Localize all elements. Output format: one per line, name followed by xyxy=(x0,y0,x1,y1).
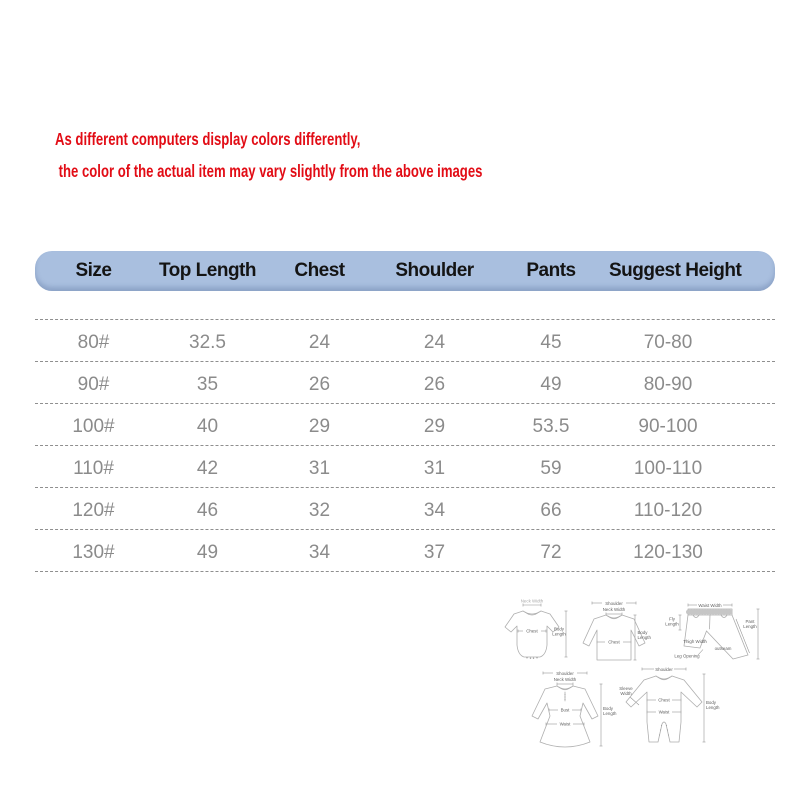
table-row xyxy=(35,445,775,487)
shorts-diagram xyxy=(658,598,763,668)
table-cell: 80# xyxy=(77,332,110,353)
table-cell: 49 xyxy=(196,542,219,563)
table-cell: 42 xyxy=(196,458,219,479)
column-header-top-length: Top Length xyxy=(158,260,256,281)
table-cell: 66 xyxy=(540,500,562,521)
size-table-body xyxy=(35,319,775,572)
table-cell: 32.5 xyxy=(189,332,226,353)
table-cell: 90# xyxy=(77,374,110,395)
column-header-shoulder: Shoulder xyxy=(395,260,474,281)
table-cell: 59 xyxy=(540,458,562,479)
table-cell: 100-110 xyxy=(633,458,703,479)
table-cell: 35 xyxy=(196,374,219,395)
table-cell: 34 xyxy=(423,500,446,521)
bodysuit-diagram xyxy=(492,597,572,667)
table-cell: 26 xyxy=(423,374,446,395)
table-cell: 90-100 xyxy=(638,416,698,437)
table-cell: 37 xyxy=(423,542,446,563)
romper-shoulder-label: Shoulder xyxy=(655,666,673,672)
shorts-outline xyxy=(684,609,748,659)
table-cell: 29 xyxy=(423,416,446,437)
disclaimer-line-2: the color of the actual item may vary slightly from the above images xyxy=(55,161,483,181)
dress-shoulder-label: Shoulder xyxy=(556,670,574,676)
shirt-diagram xyxy=(578,598,660,668)
size-table xyxy=(35,251,775,572)
table-cell: 31 xyxy=(308,458,331,479)
column-header-pants: Pants xyxy=(526,260,576,281)
bodysuit-outline xyxy=(505,611,559,657)
column-header-suggest-height: Suggest Height xyxy=(609,260,742,281)
bodysuit-body-length-label: Body Length xyxy=(552,626,566,637)
column-header-chest: Chest xyxy=(294,260,345,281)
table-row xyxy=(35,529,775,571)
table-cell: 120# xyxy=(72,500,115,521)
shorts-thigh-width-label: Thigh Width xyxy=(683,638,707,644)
table-cell: 53.5 xyxy=(532,416,570,437)
shorts-fly-length-label: Fly Length xyxy=(665,616,679,627)
shirt-neck-width-label: Neck Width xyxy=(602,607,626,612)
column-header-size: Size xyxy=(75,260,112,281)
romper-chest-label: Chest xyxy=(658,697,670,703)
shorts-waist-width-label: Waist Width xyxy=(698,602,722,608)
table-cell: 31 xyxy=(423,458,446,479)
dress-body-length-label: Body Length xyxy=(603,706,617,716)
table-row xyxy=(35,403,775,445)
table-cell: 110# xyxy=(73,458,114,479)
table-cell: 24 xyxy=(308,332,331,353)
table-cell: 24 xyxy=(423,332,446,353)
dress-bust-label: Bust xyxy=(560,707,570,713)
table-cell: 120-130 xyxy=(633,542,703,563)
table-cell: 72 xyxy=(540,542,562,563)
table-cell: 49 xyxy=(540,374,562,395)
shorts-leg-opening-label: Leg Opening xyxy=(674,653,700,659)
table-cell: 110-120 xyxy=(633,500,703,521)
dress-neck-width-label: Neck Width xyxy=(553,677,577,682)
shirt-chest-label: Chest xyxy=(608,639,620,645)
table-cell: 80-90 xyxy=(643,374,693,395)
bodysuit-neck-width-label: Neck Width xyxy=(520,598,544,604)
table-cell: 130# xyxy=(72,542,115,563)
shorts-pant-length-label: Pant Length xyxy=(743,619,757,629)
romper-diagram xyxy=(616,664,720,750)
table-row xyxy=(35,361,775,403)
bodysuit-chest-label: Chest xyxy=(526,628,538,634)
dress-outline xyxy=(532,686,598,747)
table-row xyxy=(35,487,775,529)
shorts-outseam-label: outseam xyxy=(714,646,732,651)
romper-sleeve-width-label: Sleeve Width xyxy=(619,686,633,696)
dress-button-dots xyxy=(564,694,565,700)
table-cell: 29 xyxy=(308,416,331,437)
table-cell: 70-80 xyxy=(643,332,693,353)
dress-measure-arrows xyxy=(543,672,603,747)
romper-snap-dots xyxy=(659,725,669,736)
table-cell: 32 xyxy=(308,500,331,521)
romper-waist-label: Waist xyxy=(658,709,670,715)
romper-body-length-label: Body Length xyxy=(706,700,720,710)
table-cell: 34 xyxy=(308,542,331,563)
table-cell: 40 xyxy=(196,416,219,437)
table-row xyxy=(35,319,775,361)
shirt-body-length-label: Body Length xyxy=(637,630,651,640)
shirt-outline xyxy=(583,615,645,660)
table-cell: 26 xyxy=(308,374,331,395)
color-disclaimer xyxy=(55,128,625,182)
dress-diagram xyxy=(525,668,620,752)
size-table-header xyxy=(35,251,775,291)
dress-waist-label: Waist xyxy=(559,721,571,727)
table-cell: 45 xyxy=(540,332,562,353)
shirt-shoulder-label: Shoulder xyxy=(605,600,623,606)
table-cell: 100# xyxy=(72,416,115,437)
table-cell: 46 xyxy=(196,500,219,521)
disclaimer-line-1: As different computers display colors differently, xyxy=(55,129,361,149)
